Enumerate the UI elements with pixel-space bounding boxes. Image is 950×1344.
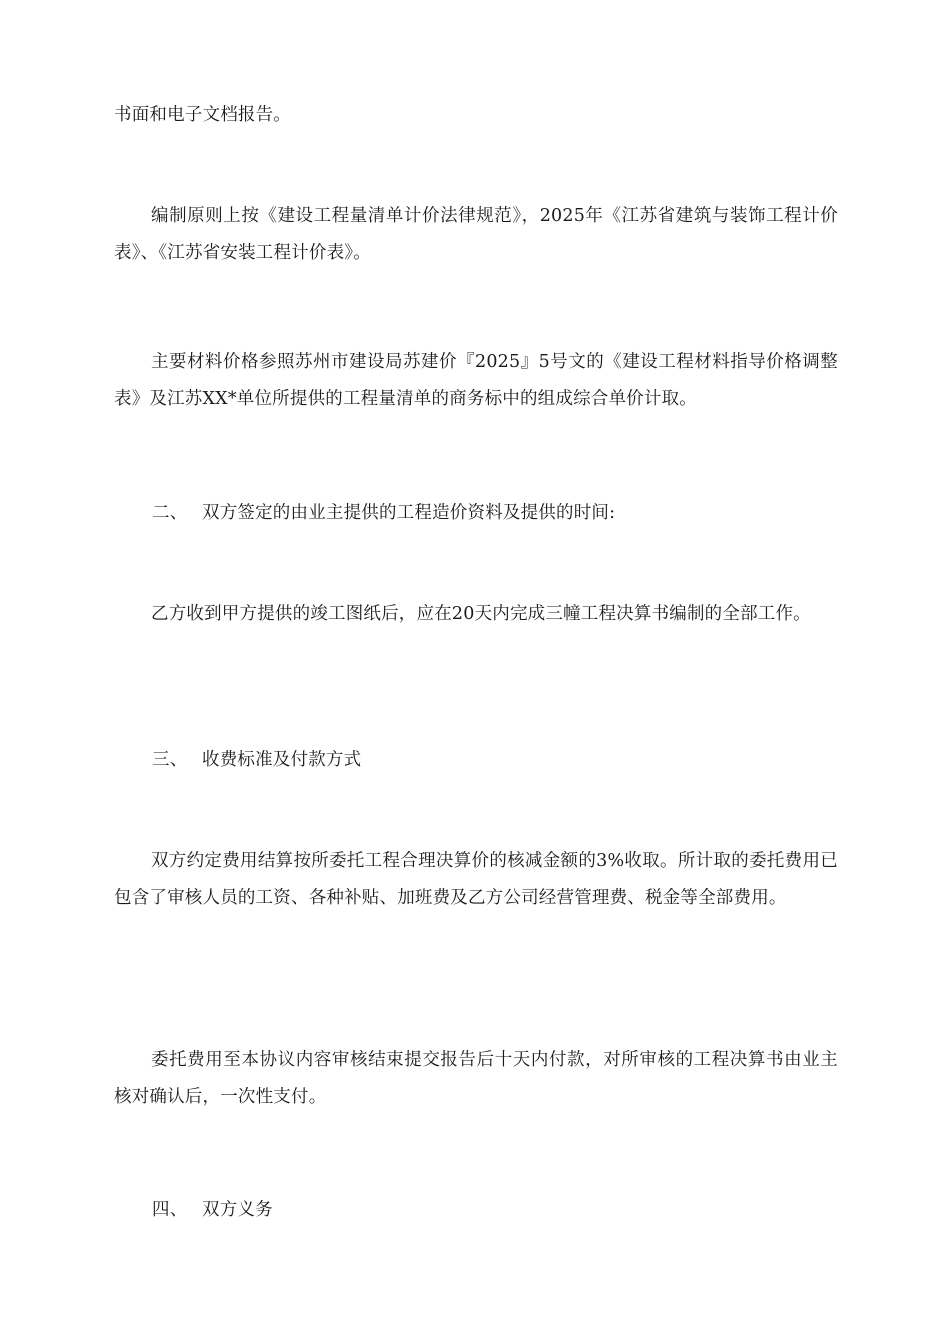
continuation-text: 书面和电子文档报告。 bbox=[114, 105, 291, 125]
paragraph-completion-deadline: 乙方收到甲方提供的竣工图纸后，应在20天内完成三幢工程决算书编制的全部工作。 bbox=[151, 604, 811, 624]
section-title: 双方签定的由业主提供的工程造价资料及提供的时间: bbox=[202, 503, 616, 523]
section-title: 双方义务 bbox=[202, 1200, 273, 1220]
section-heading-2 bbox=[152, 495, 838, 532]
section-heading-4 bbox=[152, 1192, 838, 1229]
section-title: 收费标准及付款方式 bbox=[202, 750, 362, 770]
paragraph-payment-terms: 委托费用至本协议内容审核结束提交报告后十天内付款，对所审核的工程决算书由业主核对确认后，一次性支付。 bbox=[114, 1050, 838, 1107]
section-heading-3 bbox=[152, 742, 838, 779]
section-number: 三、 bbox=[152, 750, 188, 770]
paragraph-compilation-principle: 编制原则上按《建设工程量清单计价法律规范》，2025年《江苏省建筑与装饰工程计价表》、《江苏省安装工程计价表》。 bbox=[114, 206, 838, 263]
paragraph-fee-standard: 双方约定费用结算按所委托工程合理决算价的核减金额的3%收取。所计取的委托费用已包含了审核人员的工资、各种补贴、加班费及乙方公司经营管理费、税金等全部费用。 bbox=[114, 851, 838, 908]
paragraph-material-prices: 主要材料价格参照苏州市建设局苏建价『2025』5号文的《建设工程材料指导价格调整表》及江苏XX*单位所提供的工程量清单的商务标中的组成综合单价计取。 bbox=[114, 352, 838, 409]
section-number: 四、 bbox=[152, 1200, 188, 1220]
section-number: 二、 bbox=[152, 503, 188, 523]
